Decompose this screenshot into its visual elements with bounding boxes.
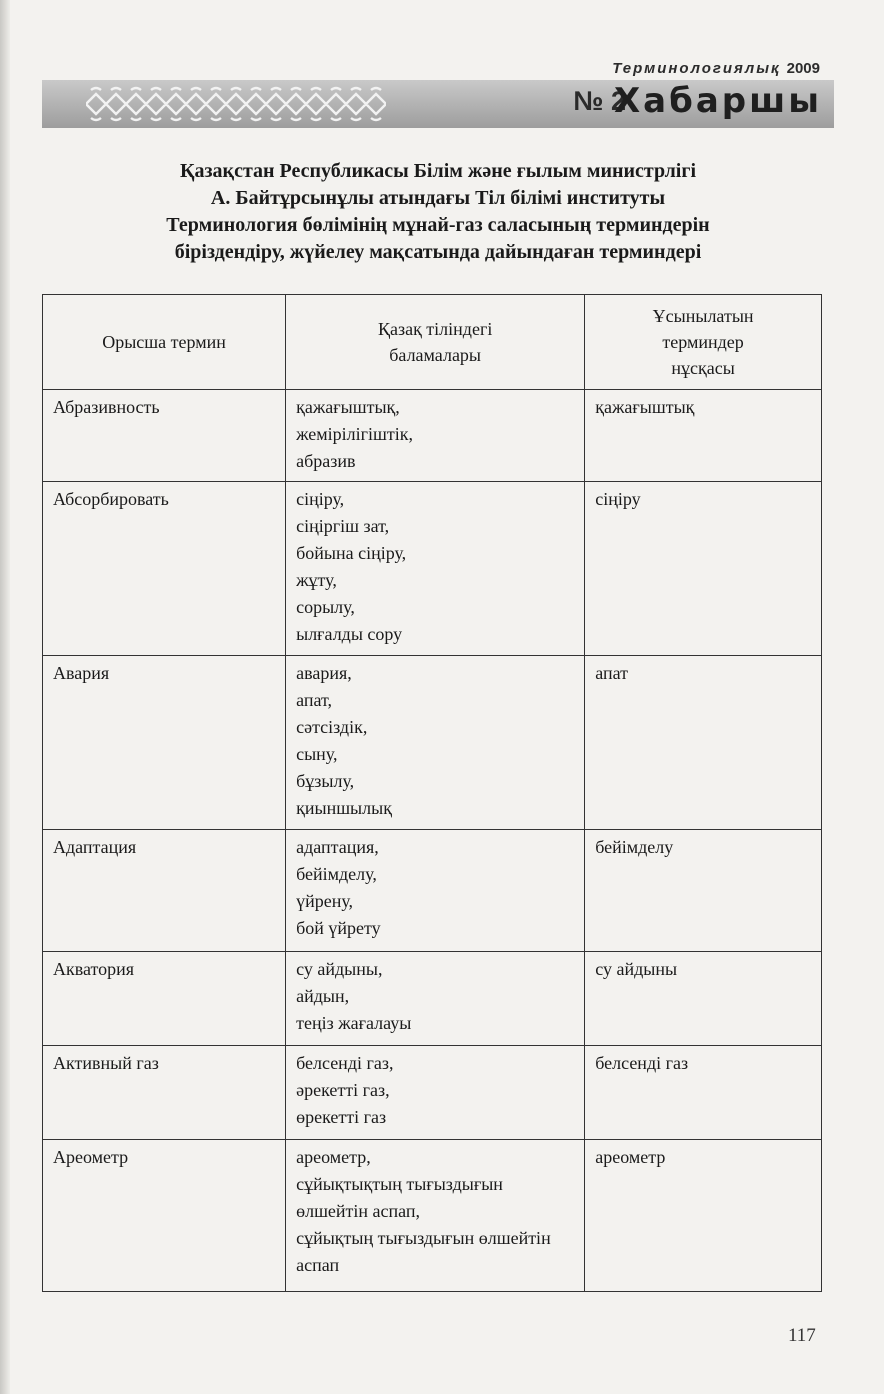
issue-number: № 2 xyxy=(573,86,626,116)
kazakh-variant: су айдыны, xyxy=(296,959,383,979)
table-row xyxy=(43,656,822,830)
table-row xyxy=(43,952,822,1046)
heading-line: А. Байтұрсынұлы атындағы Тіл білімі институты xyxy=(210,187,666,209)
kazakh-variant: авария, xyxy=(296,663,352,683)
kazakh-equivalents xyxy=(286,952,585,1046)
proposed-term: сіңіру xyxy=(585,482,822,656)
kazakh-equivalents xyxy=(286,1046,585,1140)
kazakh-variant: сұйықтықтың тығыздығын өлшейтін аспап, xyxy=(296,1174,503,1221)
kazakh-variant: әрекетті газ, xyxy=(296,1080,390,1100)
document-heading xyxy=(42,158,834,266)
column-header-proposed: Ұсынылатын терминдер нұсқасы xyxy=(585,295,822,390)
russian-term: Адаптация xyxy=(43,830,286,952)
kazakh-equivalents xyxy=(286,1140,585,1292)
kazakh-variant: ылғалды сору xyxy=(296,624,403,644)
kazakh-variant: үйрену, xyxy=(296,891,354,911)
kazakh-variant: сұйықтың тығыздығын өлшейтін аспап xyxy=(296,1228,551,1275)
kazakh-variant: апат, xyxy=(296,690,333,710)
kazakh-variant: сыну, xyxy=(296,744,338,764)
kazakh-variant: қиыншылық xyxy=(296,798,392,818)
journal-banner-title: Хабаршы xyxy=(613,81,822,121)
proposed-term: ареометр xyxy=(585,1140,822,1292)
kazakh-variant: абразив xyxy=(296,451,356,471)
kazakh-variant: бұзылу, xyxy=(296,771,355,791)
journal-name: Терминологиялық xyxy=(612,60,781,77)
proposed-term: бейімделу xyxy=(585,830,822,952)
terms-table xyxy=(42,294,822,1292)
kazakh-variant: адаптация, xyxy=(296,837,379,857)
page-gutter-shadow xyxy=(0,0,10,1394)
journal-title-line xyxy=(612,60,820,77)
kazakh-variant: өрекетті газ xyxy=(296,1107,387,1127)
kazakh-variant: бейімделу, xyxy=(296,864,377,884)
ornament-pattern-icon xyxy=(86,84,386,124)
kazakh-variant: сіңіру, xyxy=(296,489,345,509)
column-header-kazakh: Қазақ тіліндегі баламалары xyxy=(286,295,585,390)
russian-term: Авария xyxy=(43,656,286,830)
kazakh-variant: жұту, xyxy=(296,570,337,590)
header-banner xyxy=(42,80,834,128)
russian-term: Активный газ xyxy=(43,1046,286,1140)
kazakh-equivalents xyxy=(286,390,585,482)
table-row xyxy=(43,482,822,656)
table-row xyxy=(43,830,822,952)
proposed-term: су айдыны xyxy=(585,952,822,1046)
journal-year: 2009 xyxy=(786,60,820,77)
kazakh-variant: сіңіргіш зат, xyxy=(296,516,390,536)
kazakh-equivalents xyxy=(286,656,585,830)
kazakh-variant: жемірілігіштік, xyxy=(296,424,414,444)
russian-term: Ареометр xyxy=(43,1140,286,1292)
kazakh-variant: сорылу, xyxy=(296,597,355,617)
kazakh-variant: бой үйрету xyxy=(296,918,381,938)
kazakh-variant: қажағыштық, xyxy=(296,397,400,417)
kazakh-variant: теңіз жағалауы xyxy=(296,1013,412,1033)
kazakh-equivalents xyxy=(286,482,585,656)
proposed-term: апат xyxy=(585,656,822,830)
kazakh-equivalents xyxy=(286,830,585,952)
proposed-term: белсенді газ xyxy=(585,1046,822,1140)
kazakh-variant: айдын, xyxy=(296,986,350,1006)
heading-line: Терминология бөлімінің мұнай-газ саласының терминдерін xyxy=(166,214,710,236)
page-number: 117 xyxy=(788,1325,816,1346)
kazakh-variant: ареометр, xyxy=(296,1147,371,1167)
heading-line: біріздендіру, жүйелеу мақсатында дайындаған терминдері xyxy=(174,241,702,263)
russian-term: Абразивность xyxy=(43,390,286,482)
proposed-term: қажағыштық xyxy=(585,390,822,482)
table-row xyxy=(43,390,822,482)
heading-line: Қазақстан Республикасы Білім және ғылым министрлігі xyxy=(180,160,696,182)
russian-term: Абсорбировать xyxy=(43,482,286,656)
kazakh-variant: сәтсіздік, xyxy=(296,717,368,737)
russian-term: Акватория xyxy=(43,952,286,1046)
table-row xyxy=(43,1046,822,1140)
kazakh-variant: белсенді газ, xyxy=(296,1053,394,1073)
table-header-row xyxy=(43,295,822,390)
column-header-russian: Орысша термин xyxy=(43,295,286,390)
table-row xyxy=(43,1140,822,1292)
kazakh-variant: бойына сіңіру, xyxy=(296,543,407,563)
